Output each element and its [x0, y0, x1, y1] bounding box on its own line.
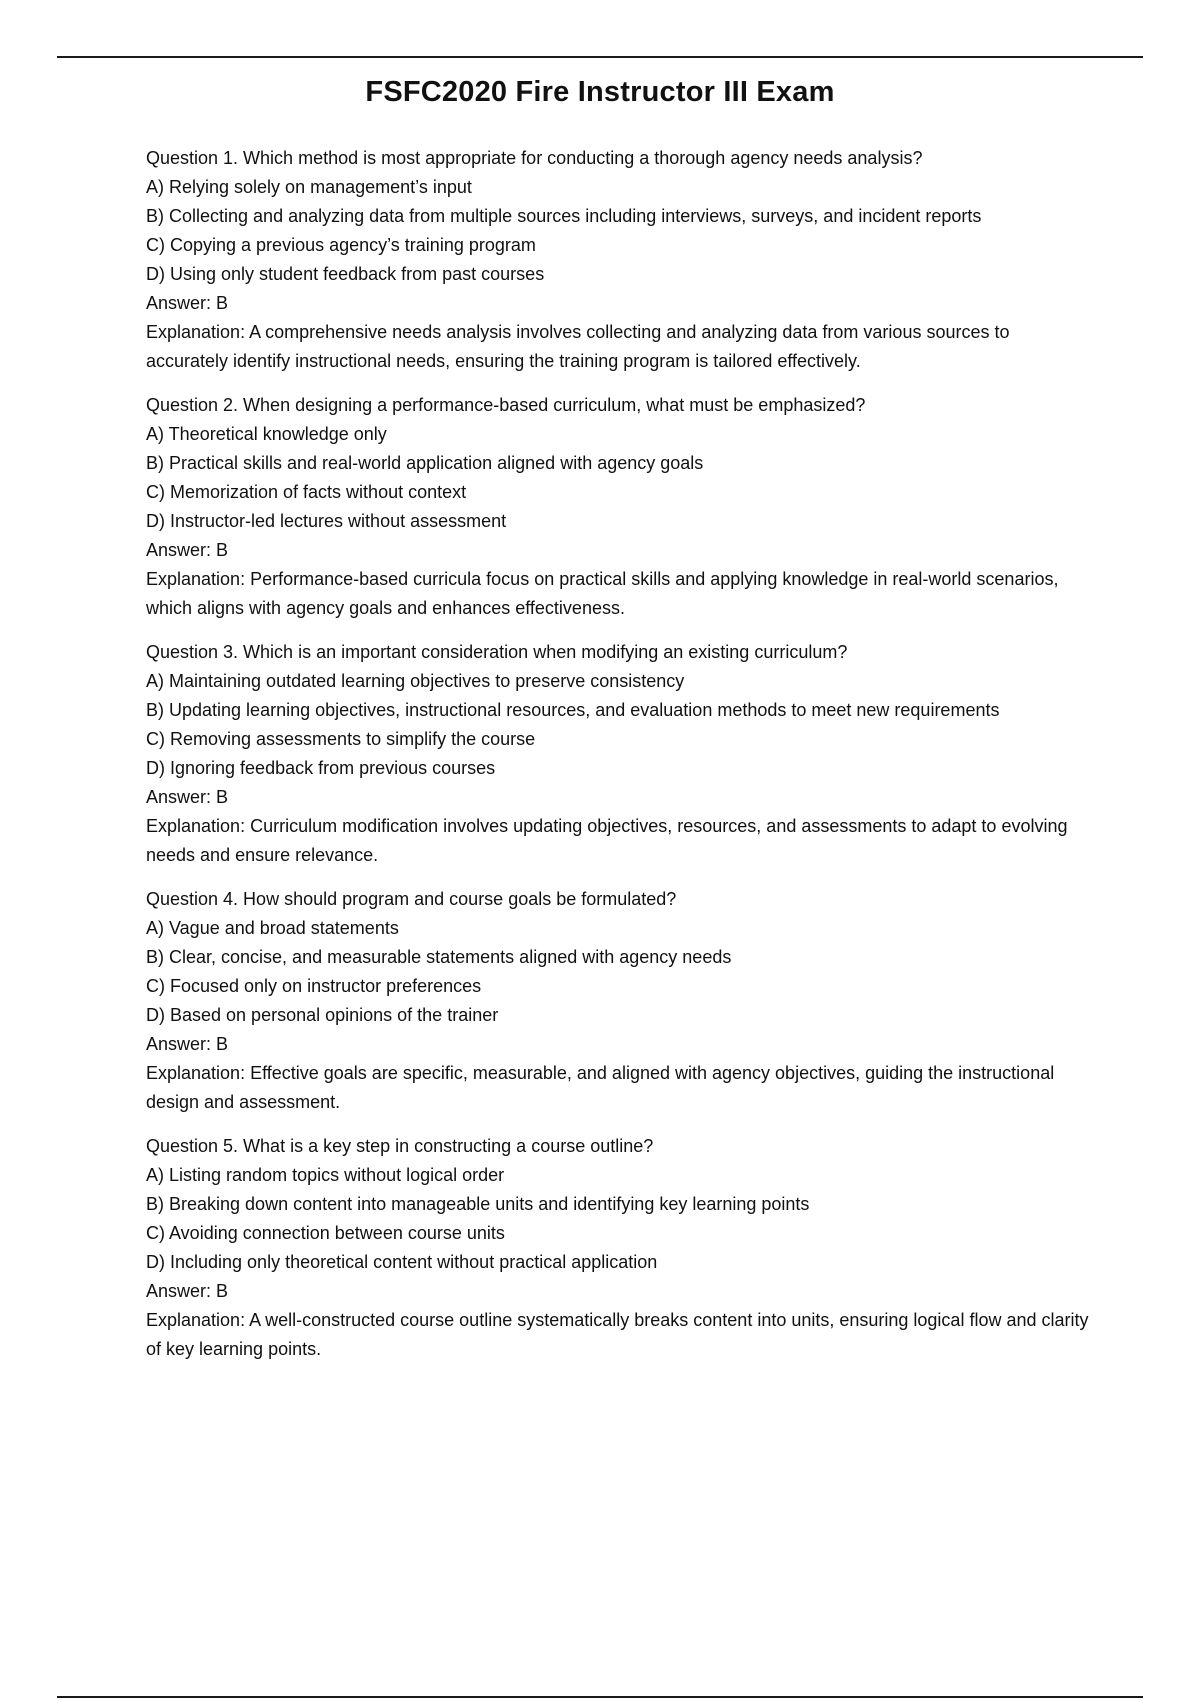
answer-text: Answer: B	[146, 787, 229, 807]
answer-text: Answer: B	[146, 293, 229, 313]
question-block-5	[146, 1132, 1096, 1364]
option-d: D) Including only theoretical content without practical application	[146, 1252, 658, 1272]
explanation-text: Explanation: A comprehensive needs analysis involves collecting and analyzing data from various sources to accurately identify instructional needs, ensuring the training program is tailored effectively.	[146, 322, 1010, 371]
question-block-3	[146, 638, 1096, 870]
answer-text: Answer: B	[146, 540, 229, 560]
option-c: C) Removing assessments to simplify the course	[146, 729, 536, 749]
bottom-rule	[57, 1696, 1143, 1698]
option-c: C) Copying a previous agency’s training program	[146, 235, 536, 255]
explanation-text: Explanation: A well-constructed course outline systematically breaks content into units, ensuring logical flow and clarity of key learning points.	[146, 1310, 1089, 1359]
option-b: B) Updating learning objectives, instructional resources, and evaluation methods to meet new requirements	[146, 700, 1000, 720]
explanation-text: Explanation: Performance-based curricula focus on practical skills and applying knowledge in real-world scenarios, which aligns with agency goals and enhances effectiveness.	[146, 569, 1059, 618]
option-b: B) Collecting and analyzing data from multiple sources including interviews, surveys, and incident reports	[146, 206, 982, 226]
option-d: D) Ignoring feedback from previous courses	[146, 758, 496, 778]
answer-text: Answer: B	[146, 1281, 229, 1301]
question-text: Question 1. Which method is most appropriate for conducting a thorough agency needs analysis?	[146, 148, 923, 168]
option-a: A) Theoretical knowledge only	[146, 424, 387, 444]
option-d: D) Based on personal opinions of the trainer	[146, 1005, 499, 1025]
option-d: D) Using only student feedback from past courses	[146, 264, 545, 284]
question-block-4	[146, 885, 1096, 1117]
question-list	[146, 144, 1096, 1379]
option-a: A) Relying solely on management’s input	[146, 177, 472, 197]
option-c: C) Memorization of facts without context	[146, 482, 467, 502]
option-b: B) Practical skills and real-world application aligned with agency goals	[146, 453, 704, 473]
question-text: Question 4. How should program and course goals be formulated?	[146, 889, 677, 909]
option-d: D) Instructor-led lectures without assessment	[146, 511, 507, 531]
top-rule	[57, 56, 1143, 58]
explanation-text: Explanation: Curriculum modification involves updating objectives, resources, and assessments to adapt to evolving needs and ensure relevance.	[146, 816, 1068, 865]
answer-text: Answer: B	[146, 1034, 229, 1054]
option-c: C) Avoiding connection between course units	[146, 1223, 505, 1243]
question-block-1	[146, 144, 1096, 376]
question-text: Question 5. What is a key step in constructing a course outline?	[146, 1136, 654, 1156]
question-text: Question 3. Which is an important consideration when modifying an existing curriculum?	[146, 642, 848, 662]
option-c: C) Focused only on instructor preferences	[146, 976, 482, 996]
option-a: A) Vague and broad statements	[146, 918, 399, 938]
option-b: B) Clear, concise, and measurable statements aligned with agency needs	[146, 947, 732, 967]
option-a: A) Maintaining outdated learning objectives to preserve consistency	[146, 671, 685, 691]
explanation-text: Explanation: Effective goals are specific, measurable, and aligned with agency objectives, guiding the instructional design and assessment.	[146, 1063, 1055, 1112]
option-a: A) Listing random topics without logical order	[146, 1165, 505, 1185]
question-text: Question 2. When designing a performance-based curriculum, what must be emphasized?	[146, 395, 866, 415]
page-title: FSFC2020 Fire Instructor III Exam	[365, 76, 835, 108]
question-block-2	[146, 391, 1096, 623]
option-b: B) Breaking down content into manageable units and identifying key learning points	[146, 1194, 810, 1214]
